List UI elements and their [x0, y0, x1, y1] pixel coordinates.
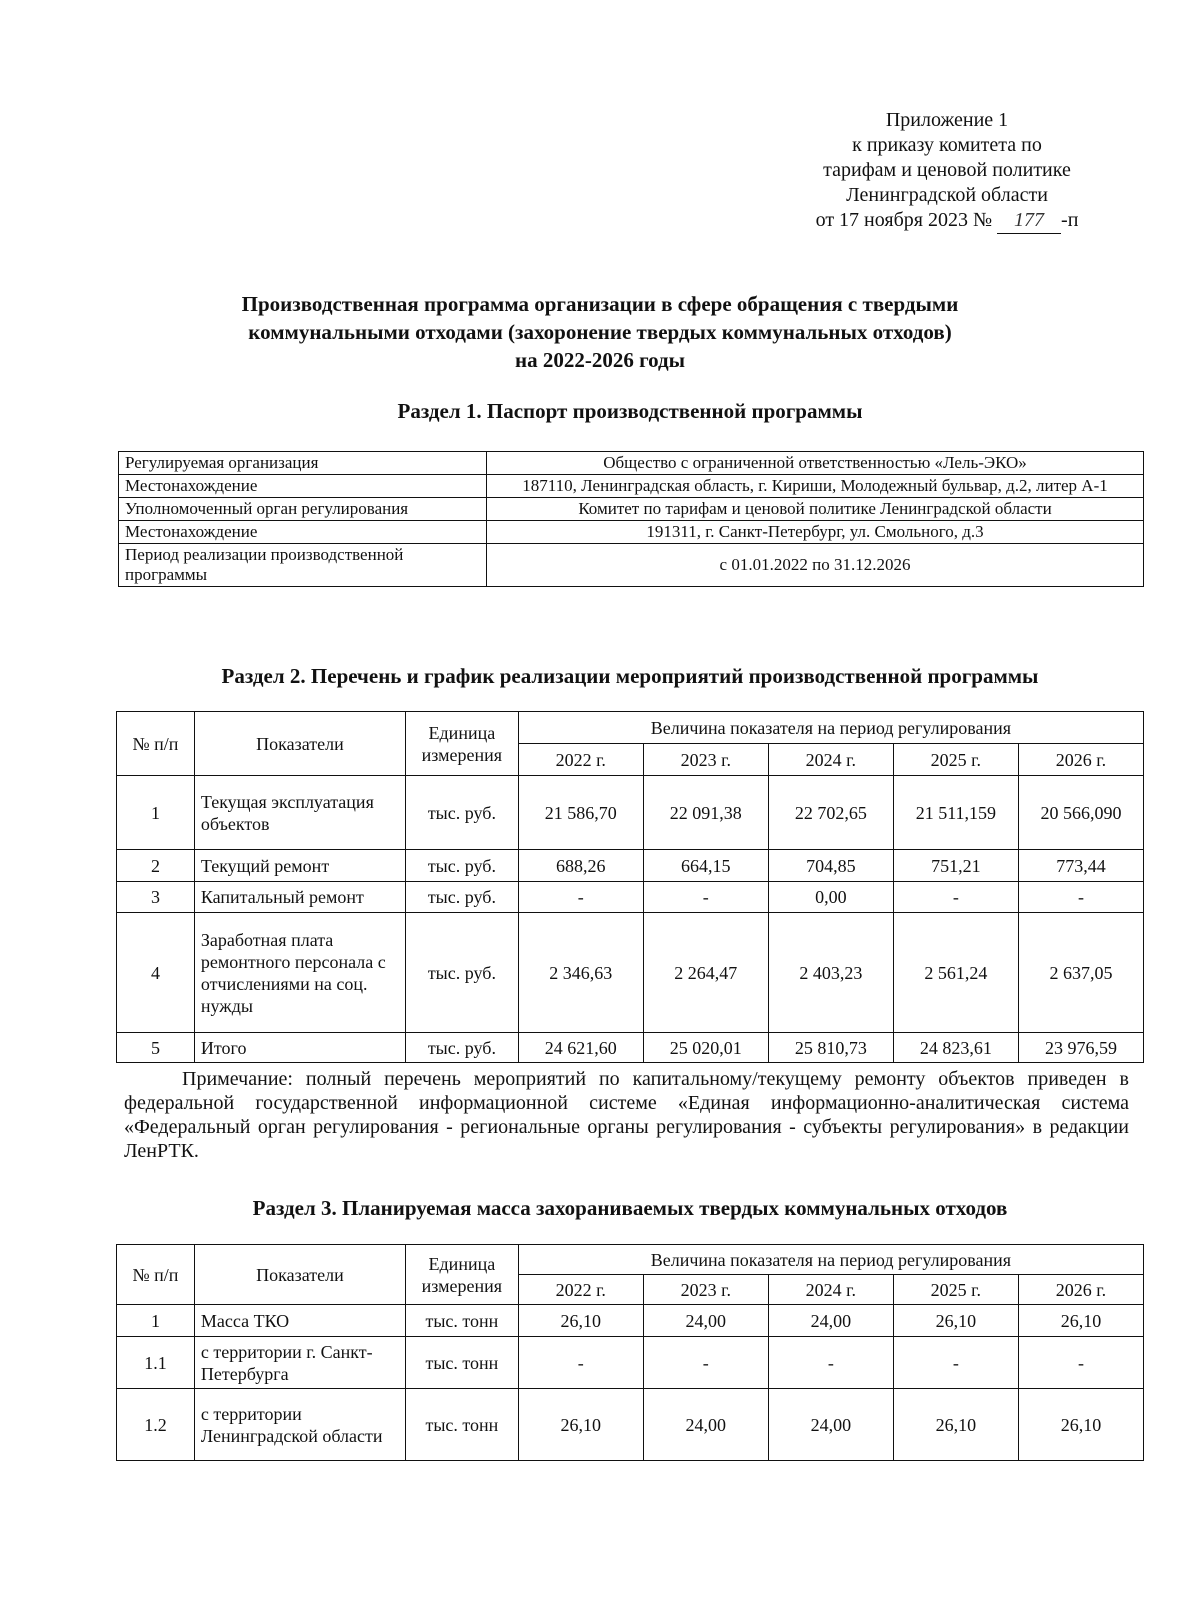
year-header: 2023 г. [643, 1275, 768, 1305]
row-value: 26,10 [893, 1305, 1018, 1337]
row-value: 23 976,59 [1018, 1033, 1143, 1063]
passport-table [118, 451, 1144, 587]
row-number: 1 [117, 1305, 195, 1337]
row-value: 2 346,63 [518, 913, 643, 1033]
row-unit: тыс. руб. [406, 882, 519, 913]
table-row [117, 913, 1144, 1033]
row-value: - [893, 1337, 1018, 1389]
row-value: - [893, 882, 1018, 913]
row-value: 22 702,65 [768, 776, 893, 850]
row-value: 751,21 [893, 850, 1018, 882]
passport-key: Регулируемая организация [119, 452, 487, 475]
appendix-line: Приложение 1 [885, 109, 1009, 131]
passport-row [119, 452, 1144, 475]
col-period-header: Величина показателя на период регулирования [518, 712, 1143, 744]
passport-key: Период реализации производственной программы [119, 544, 487, 587]
title-line: Производственная программа организации в сфере обращения с твердыми [241, 292, 959, 316]
row-number: 1.1 [117, 1337, 195, 1389]
row-value: 773,44 [1018, 850, 1143, 882]
row-value: 26,10 [1018, 1305, 1143, 1337]
passport-value: 187110, Ленинградская область, г. Кириши, Молодежный бульвар, д.2, литер А-1 [487, 475, 1144, 498]
passport-key: Уполномоченный орган регулирования [119, 498, 487, 521]
appendix-line: тарифам и ценовой политике [823, 159, 1071, 181]
year-header: 2025 г. [893, 1275, 1018, 1305]
passport-row [119, 521, 1144, 544]
row-value: 2 561,24 [893, 913, 1018, 1033]
passport-key: Местонахождение [119, 521, 487, 544]
row-value: 24 621,60 [518, 1033, 643, 1063]
row-value: 25 810,73 [768, 1033, 893, 1063]
row-value: 21 586,70 [518, 776, 643, 850]
year-header: 2022 г. [518, 1275, 643, 1305]
table-row [117, 776, 1144, 850]
section3-title: Раздел 3. Планируемая масса захораниваемых твердых коммунальных отходов [252, 1196, 1008, 1220]
year-header: 2025 г. [893, 744, 1018, 776]
passport-row [119, 544, 1144, 587]
measures-table [116, 711, 1144, 1063]
table-row [117, 882, 1144, 913]
row-value: 24,00 [768, 1389, 893, 1461]
row-value: 25 020,01 [643, 1033, 768, 1063]
passport-value: с 01.01.2022 по 31.12.2026 [487, 544, 1144, 587]
appendix-line: Ленинградской области [846, 184, 1048, 206]
row-value: 2 403,23 [768, 913, 893, 1033]
section1-title: Раздел 1. Паспорт производственной программы [397, 399, 863, 423]
appendix-block [782, 108, 1112, 234]
row-value: 26,10 [893, 1389, 1018, 1461]
col-unit-header: Единица измерения [406, 712, 519, 776]
year-header: 2022 г. [518, 744, 643, 776]
table-row [117, 1305, 1144, 1337]
year-header: 2024 г. [768, 744, 893, 776]
order-date: от 17 ноября 2023 № [815, 209, 993, 231]
row-value: 688,26 [518, 850, 643, 882]
col-period-header: Величина показателя на период регулирования [518, 1245, 1143, 1275]
passport-row [119, 498, 1144, 521]
row-number: 2 [117, 850, 195, 882]
row-value: 26,10 [518, 1305, 643, 1337]
row-value: 664,15 [643, 850, 768, 882]
row-number: 3 [117, 882, 195, 913]
row-value: 26,10 [1018, 1389, 1143, 1461]
order-number: 177 [997, 208, 1061, 234]
row-number: 4 [117, 913, 195, 1033]
row-value: - [643, 882, 768, 913]
col-num-header: № п/п [117, 1245, 195, 1305]
passport-value: 191311, г. Санкт-Петербург, ул. Смольного, д.3 [487, 521, 1144, 544]
row-indicator: Итого [194, 1033, 405, 1063]
row-value: 2 264,47 [643, 913, 768, 1033]
passport-value: Общество с ограниченной ответственностью «Лель-ЭКО» [487, 452, 1144, 475]
title-line: коммунальными отходами (захоронение твердых коммунальных отходов) [248, 320, 952, 344]
table-row [117, 1337, 1144, 1389]
row-value: 22 091,38 [643, 776, 768, 850]
row-unit: тыс. руб. [406, 1033, 519, 1063]
row-value: 0,00 [768, 882, 893, 913]
row-value: - [1018, 882, 1143, 913]
col-indicator-header: Показатели [194, 1245, 405, 1305]
row-number: 1.2 [117, 1389, 195, 1461]
row-unit: тыс. руб. [406, 776, 519, 850]
col-num-header: № п/п [117, 712, 195, 776]
order-date-line [782, 208, 1112, 234]
row-value: 24,00 [768, 1305, 893, 1337]
row-unit: тыс. тонн [406, 1305, 519, 1337]
row-value: 20 566,090 [1018, 776, 1143, 850]
col-unit-header: Единица измерения [406, 1245, 519, 1305]
row-indicator: Заработная плата ремонтного персонала с отчислениями на соц. нужды [194, 913, 405, 1033]
row-value: - [768, 1337, 893, 1389]
row-unit: тыс. тонн [406, 1389, 519, 1461]
row-indicator: Капитальный ремонт [194, 882, 405, 913]
row-indicator: с территории Ленинградской области [194, 1389, 405, 1461]
table-row [117, 1389, 1144, 1461]
year-header: 2026 г. [1018, 744, 1143, 776]
table-row [117, 1033, 1144, 1063]
row-value: - [518, 882, 643, 913]
row-indicator: Текущая эксплуатация объектов [194, 776, 405, 850]
row-value: - [518, 1337, 643, 1389]
row-value: 2 637,05 [1018, 913, 1143, 1033]
row-indicator: Масса ТКО [194, 1305, 405, 1337]
passport-value: Комитет по тарифам и ценовой политике Ленинградской области [487, 498, 1144, 521]
document-title [150, 290, 1050, 374]
row-value: 21 511,159 [893, 776, 1018, 850]
row-value: 24,00 [643, 1305, 768, 1337]
row-unit: тыс. руб. [406, 913, 519, 1033]
col-indicator-header: Показатели [194, 712, 405, 776]
year-header: 2024 г. [768, 1275, 893, 1305]
row-number: 5 [117, 1033, 195, 1063]
row-value: 26,10 [518, 1389, 643, 1461]
row-unit: тыс. руб. [406, 850, 519, 882]
section2-note: Примечание: полный перечень мероприятий по капитальному/текущему ремонту объектов приведен в федеральной государственной информационной системе «Единая информационно-аналитическая система «Федеральный орган регулирования - региональные органы регулирования - субъекты регулирования» в редакции ЛенРТК. [124, 1068, 1129, 1162]
row-value: 704,85 [768, 850, 893, 882]
row-number: 1 [117, 776, 195, 850]
row-value: - [1018, 1337, 1143, 1389]
year-header: 2023 г. [643, 744, 768, 776]
appendix-line: к приказу комитета по [852, 134, 1042, 156]
passport-key: Местонахождение [119, 475, 487, 498]
section2-title: Раздел 2. Перечень и график реализации мероприятий производственной программы [221, 664, 1039, 688]
row-value: 24,00 [643, 1389, 768, 1461]
mass-table [116, 1244, 1144, 1461]
table-row [117, 850, 1144, 882]
order-suffix: -п [1061, 209, 1079, 231]
year-header: 2026 г. [1018, 1275, 1143, 1305]
row-value: 24 823,61 [893, 1033, 1018, 1063]
row-value: - [643, 1337, 768, 1389]
row-indicator: с территории г. Санкт-Петербурга [194, 1337, 405, 1389]
row-unit: тыс. тонн [406, 1337, 519, 1389]
title-line: на 2022-2026 годы [514, 348, 686, 372]
row-indicator: Текущий ремонт [194, 850, 405, 882]
passport-row [119, 475, 1144, 498]
